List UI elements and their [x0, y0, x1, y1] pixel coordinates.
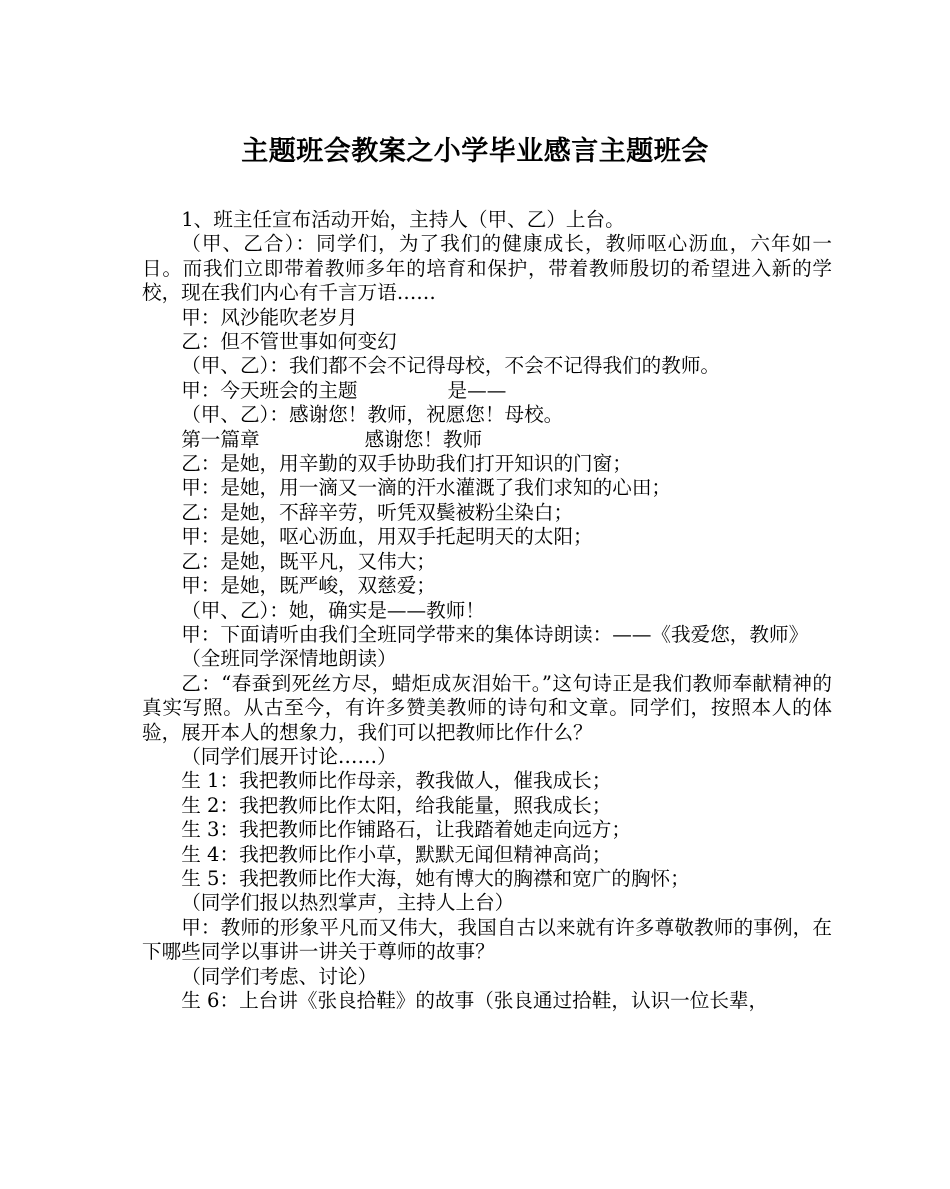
paragraph: 乙：是她，既平凡，又伟大；	[181, 549, 436, 573]
paragraph: 生 1：我把教师比作母亲，教我做人，催我成长；	[181, 769, 612, 793]
paragraph: 乙：是她，不辞辛劳，听凭双鬓被粉尘染白；	[181, 500, 574, 524]
paragraph-part: 甲：今天班会的主题	[181, 378, 358, 402]
document-title: 主题班会教案之小学毕业感言主题班会	[241, 136, 709, 167]
paragraph: 甲：下面请听由我们全班同学带来的集体诗朗读：——《我爱您，教师》	[181, 622, 809, 646]
paragraph: （甲、乙）：她，确实是——教师！	[181, 598, 485, 622]
paragraph: （全班同学深情地朗读）	[181, 647, 397, 671]
paragraph: 乙：但不管世事如何变幻	[181, 330, 397, 354]
paragraph: 1、班主任宣布活动开始，主持人（甲、乙）上台。	[181, 208, 625, 231]
paragraph: 生 5：我把教师比作大海，她有博大的胸襟和宽广的胸怀；	[181, 866, 690, 890]
paragraph: （同学们考虑、讨论）	[181, 964, 378, 988]
paragraph: （同学们报以热烈掌声，主持人上台）	[181, 891, 515, 915]
paragraph: 乙：是她，用辛勤的双手协助我们打开知识的门窗；	[181, 452, 632, 476]
paragraph-part: 是——	[447, 378, 507, 402]
paragraph: （甲、乙合）：同学们，为了我们的健康成长，教师呕心沥血，六年如一日。而我们立即带着教师多年的培育和保护，带着教师殷切的希望进入新的学校，现在我们内心有千言万语……	[142, 232, 832, 305]
chapter-heading	[142, 428, 832, 452]
paragraph: （甲、乙）：我们都不会不记得母校，不会不记得我们的教师。	[181, 354, 721, 378]
chapter-title: 感谢您！教师	[364, 427, 483, 451]
paragraph: 生 2：我把教师比作太阳，给我能量，照我成长；	[181, 793, 612, 817]
paragraph-with-gap	[142, 379, 832, 403]
paragraph: 生 4：我把教师比作小草，默默无闻但精神高尚；	[181, 842, 612, 866]
document-body	[142, 208, 832, 1013]
paragraph: （甲、乙）：感谢您！教师，祝愿您！母校。	[181, 403, 564, 427]
paragraph: 甲：是她，呕心沥血，用双手托起明天的太阳；	[181, 525, 593, 549]
paragraph: 生 6：上台讲《张良拾鞋》的故事（张良通过拾鞋，认识一位长辈，	[181, 989, 769, 1012]
paragraph: 生 3：我把教师比作铺路石，让我踏着她走向远方；	[181, 818, 631, 842]
paragraph: （同学们展开讨论……）	[181, 744, 397, 768]
paragraph: 甲：是她，既严峻，双慈爱；	[181, 574, 436, 598]
paragraph: 甲：风沙能吹老岁月	[181, 305, 358, 329]
paragraph: 甲：是她，用一滴又一滴的汗水灌溉了我们求知的心田；	[181, 476, 672, 500]
paragraph: 甲：教师的形象平凡而又伟大，我国自古以来就有许多尊敬教师的事例，在下哪些同学以事讲一讲关于尊师的故事？	[142, 915, 832, 964]
chapter-label: 第一篇章	[181, 427, 260, 451]
paragraph: 乙：“春蚕到死丝方尽，蜡炬成灰泪始干。”这句诗正是我们教师奉献精神的真实写照。从古至今，有许多赞美教师的诗句和文章。同学们，按照本人的体验，展开本人的想象力，我们可以把教师比作什么？	[142, 671, 832, 744]
